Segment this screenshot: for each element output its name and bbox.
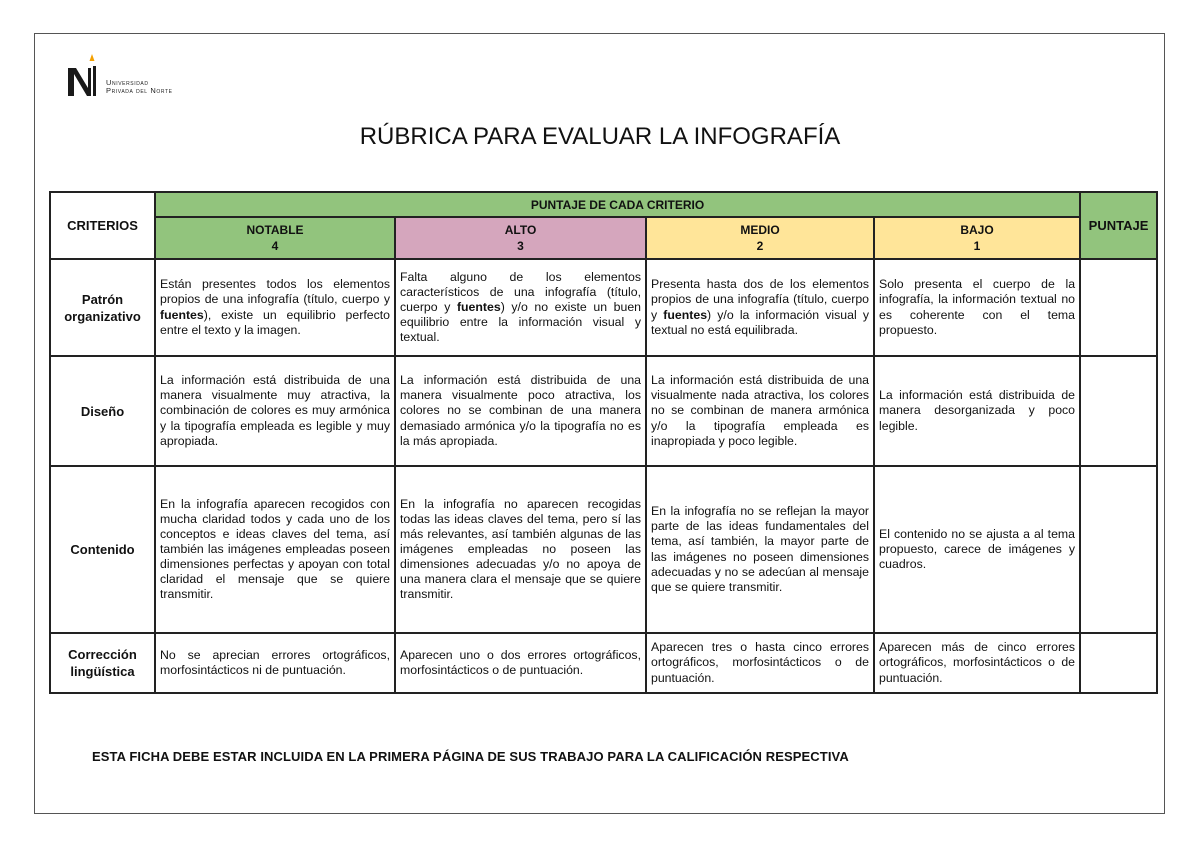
descriptor-text: Falta alguno de los elementos característicos de una infografía (título, cuerpo y xyxy=(400,269,641,314)
puntaje-span-header: PUNTAJE DE CADA CRITERIO xyxy=(155,192,1080,217)
descriptor-text: ) y/o no existe un buen equilibrio entre la información visual y textual. xyxy=(400,299,641,345)
descriptor-notable xyxy=(155,259,395,356)
level-score: 2 xyxy=(756,239,764,253)
descriptor-alto: Aparecen uno o dos errores ortográficos, morfosintácticos o de puntuación. xyxy=(395,633,646,693)
descriptor-bajo: La información está distribuida de manera desorganizada y poco legible. xyxy=(874,356,1080,466)
criterios-header: CRITERIOS xyxy=(50,192,155,259)
level-alto xyxy=(395,217,646,259)
score-cell[interactable] xyxy=(1080,259,1157,356)
upn-logo-icon xyxy=(66,52,102,98)
header-row-1 xyxy=(50,192,1157,217)
rubric-table xyxy=(49,191,1158,694)
table-row xyxy=(50,259,1157,356)
descriptor-bajo: Solo presenta el cuerpo de la infografía, la información textual no es coherente con el tema propuesto. xyxy=(874,259,1080,356)
descriptor-bold: fuentes xyxy=(160,307,204,322)
descriptor-text: Están presentes todos los elementos propios de una infografía (título, cuerpo y xyxy=(160,277,390,307)
descriptor-notable: No se aprecian errores ortográficos, morfosintácticos ni de puntuación. xyxy=(155,633,395,693)
puntaje-header: PUNTAJE xyxy=(1080,192,1157,259)
level-score: 1 xyxy=(973,239,981,253)
level-name: MEDIO xyxy=(740,223,780,237)
descriptor-text: Presenta hasta dos de los elementos propios de una infografía (título, cuerpo y xyxy=(651,277,869,322)
descriptor-bold: fuentes xyxy=(663,307,708,322)
descriptor-notable: En la infografía aparecen recogidos con mucha claridad todos y cada uno de los conceptos e ideas claves del tema, así también las imágenes empleadas poseen dimensiones perfectas y apoyan con total claridad el mensaje que se quiere transmitir. xyxy=(155,466,395,633)
logo-text xyxy=(106,79,173,95)
criterion-label: Corrección lingüística xyxy=(50,633,155,693)
level-medio xyxy=(646,217,874,259)
level-bajo xyxy=(874,217,1080,259)
criterion-label: Diseño xyxy=(50,356,155,466)
descriptor-bajo: El contenido no se ajusta a al tema propuesto, carece de imágenes y cuadros. xyxy=(874,466,1080,633)
level-name: BAJO xyxy=(960,223,994,237)
descriptor-medio xyxy=(646,259,874,356)
descriptor-alto: En la infografía no aparecen recogidas todas las ideas claves del tema, pero sí las más relevantes, así también algunas de las imágenes empleadas no poseen las dimensiones adecuadas y/o no apoya de una manera clara el mensaje que se quiere transmitir. xyxy=(395,466,646,633)
score-cell[interactable] xyxy=(1080,356,1157,466)
logo-line-2: Privada del Norte xyxy=(106,86,173,95)
level-score: 4 xyxy=(271,239,279,253)
logo-line-1: Universidad xyxy=(106,78,149,87)
descriptor-text: ) y/o la información visual y textual no está equilibrada. xyxy=(651,307,869,337)
descriptor-text: ), existe un equilibrio perfecto entre el texto y la imagen. xyxy=(160,307,390,337)
level-notable xyxy=(155,217,395,259)
table-row xyxy=(50,633,1157,693)
header-row-2 xyxy=(50,217,1157,259)
criterion-label: Contenido xyxy=(50,466,155,633)
score-cell[interactable] xyxy=(1080,466,1157,633)
descriptor-notable: La información está distribuida de una manera visualmente muy atractiva, la combinación de colores es muy armónica y la tipografía empleada es legible y muy apropiada. xyxy=(155,356,395,466)
level-name: NOTABLE xyxy=(246,223,304,237)
descriptor-alto: La información está distribuida de una manera visualmente poco atractiva, los colores no se combinan de una manera demasiado armónica y/o la tipografía no es la más apropiada. xyxy=(395,356,646,466)
descriptor-alto xyxy=(395,259,646,356)
table-row xyxy=(50,356,1157,466)
footer-note: ESTA FICHA DEBE ESTAR INCLUIDA EN LA PRIMERA PÁGINA DE SUS TRABAJO PARA LA CALIFICACIÓN RESPECTIVA xyxy=(92,749,849,764)
level-score: 3 xyxy=(517,239,524,253)
score-cell[interactable] xyxy=(1080,633,1157,693)
descriptor-bold: fuentes xyxy=(456,299,501,314)
table-row xyxy=(50,466,1157,633)
university-logo xyxy=(66,52,236,102)
page-title: RÚBRICA PARA EVALUAR LA INFOGRAFÍA xyxy=(359,123,841,150)
criterion-label: Patrón organizativo xyxy=(50,259,155,356)
descriptor-medio: Aparecen tres o hasta cinco errores ortográficos, morfosintácticos o de puntuación. xyxy=(646,633,874,693)
level-name: ALTO xyxy=(504,223,537,237)
descriptor-medio: La información está distribuida de una visualmente nada atractiva, los colores no se combinan de manera armónica y/o la tipografía empleada es inapropiada y poco legible. xyxy=(646,356,874,466)
descriptor-medio: En la infografía no se reflejan la mayor parte de las ideas fundamentales del tema, así también, la mayor parte de las imágenes no poseen dimensiones adecuadas y no se adecúan al mensaje que se quiere transmitir. xyxy=(646,466,874,633)
descriptor-bajo: Aparecen más de cinco errores ortográficos, morfosintácticos o de puntuación. xyxy=(874,633,1080,693)
